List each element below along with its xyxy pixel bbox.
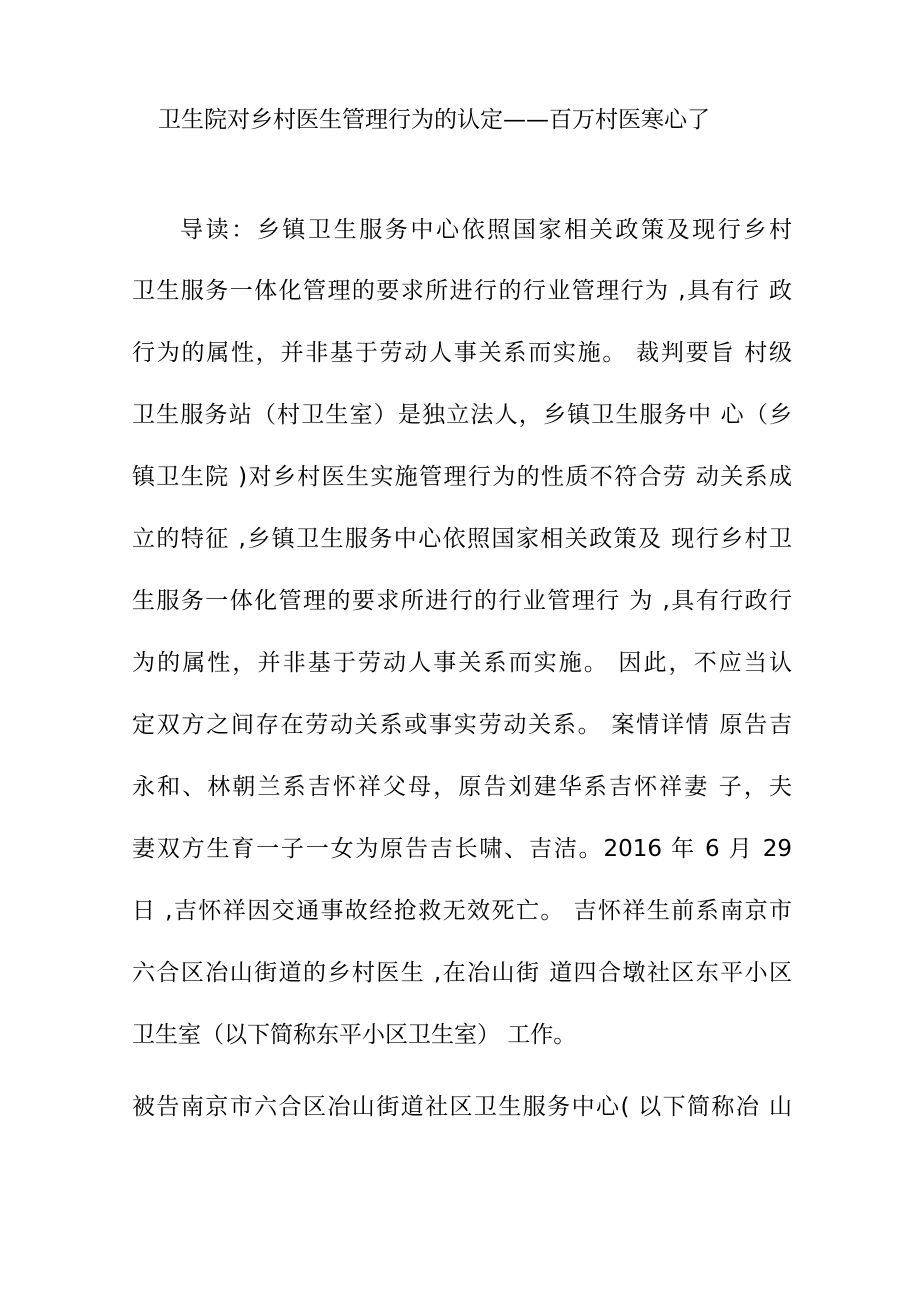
- text-line: 生服务一体化管理的要求所进行的行业管理行 为 ,具有行政行: [132, 588, 792, 614]
- text-line: 被告南京市六合区冶山街道社区卫生服务中心( 以下简称冶 山: [132, 1094, 792, 1120]
- text-line: 妻双方生育一子一女为原告吉长啸、吉洁。2016 年 6 月 29: [132, 836, 792, 862]
- text-line: 六合区冶山街道的乡村医生 ,在冶山街 道四合墩社区东平小区: [132, 960, 792, 986]
- text-line: 日 ,吉怀祥因交通事故经抢救无效死亡。 吉怀祥生前系南京市: [132, 898, 792, 924]
- text-line: 为的属性，并非基于劳动人事关系而实施。 因此，不应当认: [132, 650, 792, 676]
- text-line: 行为的属性，并非基于劳动人事关系而实施。 裁判要旨 村级: [132, 340, 792, 366]
- text-line: 卫生服务站（村卫生室）是独立法人，乡镇卫生服务中 心（乡: [132, 402, 792, 428]
- text-line: 镇卫生院 )对乡村医生实施管理行为的性质不符合劳 动关系成: [132, 464, 792, 490]
- text-line: 永和、林朝兰系吉怀祥父母，原告刘建华系吉怀祥妻 子，夫: [132, 774, 792, 800]
- text-line: 定双方之间存在劳动关系或事实劳动关系。 案情详情 原告吉: [132, 712, 792, 738]
- text-line: 立的特征 ,乡镇卫生服务中心依照国家相关政策及 现行乡村卫: [132, 526, 792, 552]
- document-title: 卫生院对乡村医生管理行为的认定——百万村医寒心了: [158, 107, 710, 133]
- text-line: 卫生室（以下简称东平小区卫生室） 工作。: [132, 1022, 577, 1048]
- text-line: 导读：乡镇卫生服务中心依照国家相关政策及现行乡村: [180, 217, 792, 243]
- text-line: 卫生服务一体化管理的要求所进行的行业管理行为 ,具有行 政: [132, 278, 792, 304]
